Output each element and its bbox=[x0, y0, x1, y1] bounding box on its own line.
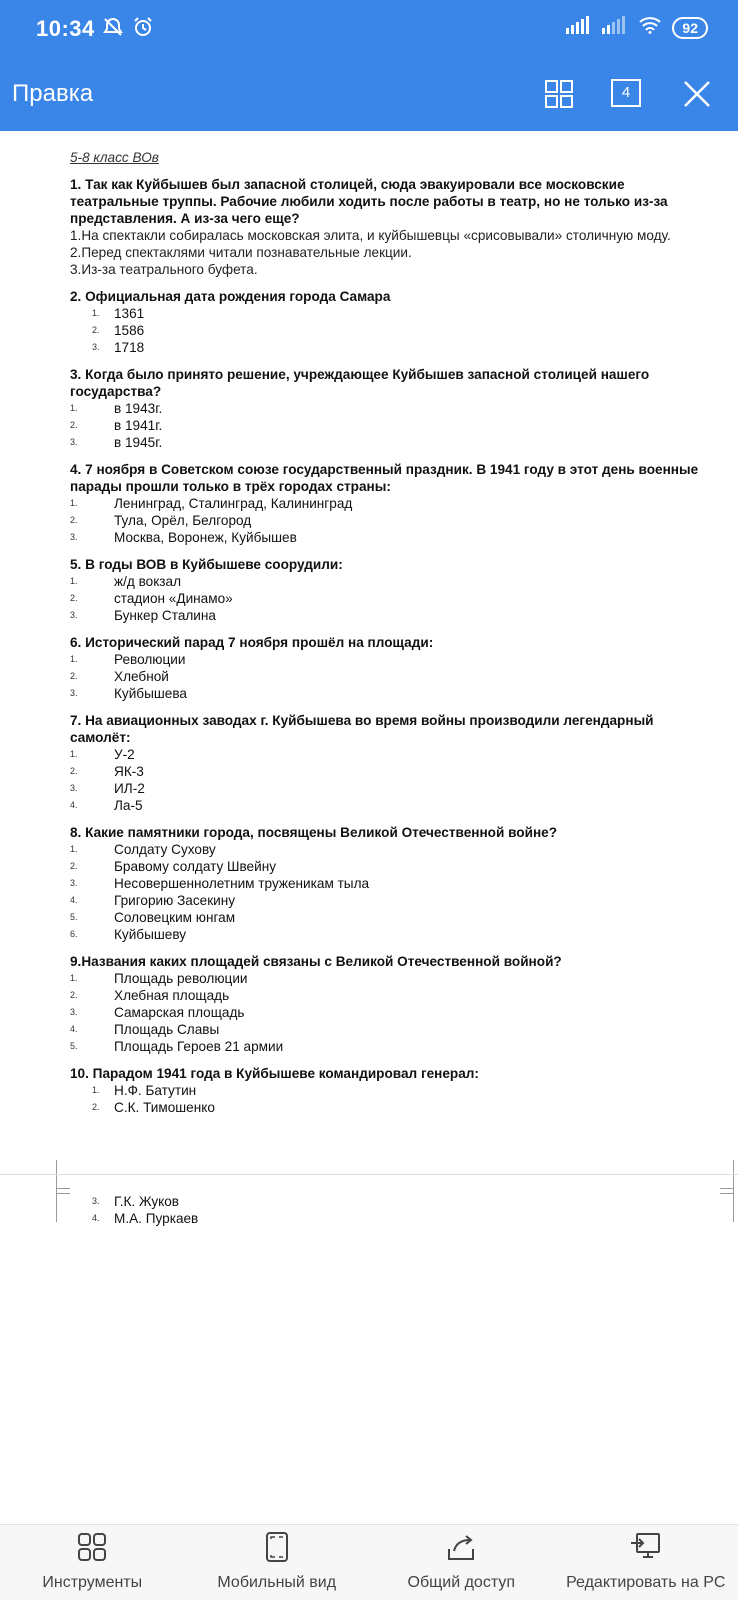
share-icon bbox=[445, 1531, 477, 1568]
question-block bbox=[70, 461, 710, 546]
option-number: 3. bbox=[70, 610, 78, 620]
mobile-view-icon bbox=[261, 1531, 293, 1568]
option-text: Солдату Сухову bbox=[114, 842, 216, 857]
option-number: 1. bbox=[70, 654, 78, 664]
page-corner-right-2 bbox=[720, 1188, 734, 1222]
option-text: Площадь Героев 21 армии bbox=[114, 1039, 284, 1054]
option-text: Площадь революции bbox=[114, 971, 248, 986]
option-text: Площадь Славы bbox=[114, 1022, 220, 1037]
option-text: 1718 bbox=[114, 340, 145, 355]
option-text: в 1945г. bbox=[114, 435, 163, 450]
option-text: Хлебная площадь bbox=[114, 988, 230, 1003]
question-title: 10. Парадом 1941 года в Куйбышеве командировал генерал: bbox=[70, 1066, 479, 1081]
status-icons-right bbox=[566, 16, 708, 39]
question-title: 1. Так как Куйбышев был запасной столицей, сюда эвакуировали все московские театральные труппы. Рабочие любили ходить после работы в театр, но не только из-за представления. А из-за чего еще? bbox=[70, 177, 668, 226]
option-number: 2. bbox=[70, 861, 78, 871]
question-block bbox=[70, 556, 710, 624]
option-number: 1. bbox=[70, 973, 78, 983]
option-number: 3. bbox=[70, 1007, 78, 1017]
option-number: 2. bbox=[92, 325, 100, 335]
option-number: 1. bbox=[70, 844, 78, 854]
question-list bbox=[70, 176, 710, 1116]
answer-note: 1.На спектакли собиралась московская элита, и куйбышевцы «срисовывали» столичную моду. bbox=[70, 228, 671, 243]
option-number: 2. bbox=[70, 593, 78, 603]
option-text: Григорию Засекину bbox=[114, 893, 236, 908]
answer-option bbox=[70, 417, 710, 434]
option-number: 4. bbox=[70, 800, 78, 810]
answer-option bbox=[70, 970, 710, 987]
question-title: 8. Какие памятники города, посвящены Великой Отечественной войне? bbox=[70, 825, 558, 840]
question-block bbox=[70, 953, 710, 1055]
tools-icon bbox=[76, 1531, 108, 1568]
question-block bbox=[70, 634, 710, 702]
option-number: 2. bbox=[70, 671, 78, 681]
answer-option bbox=[70, 746, 710, 763]
question-title: 9.Названия каких площадей связаны с Великой Отечественной войной? bbox=[70, 954, 562, 969]
answer-option bbox=[70, 1021, 710, 1038]
page-corner-left-2 bbox=[56, 1188, 70, 1222]
option-number: 3. bbox=[70, 783, 78, 793]
answer-option bbox=[70, 1210, 710, 1227]
option-text: 1361 bbox=[114, 306, 145, 321]
grid-view-icon[interactable] bbox=[541, 76, 577, 112]
tools-button[interactable] bbox=[0, 1525, 185, 1600]
answer-option bbox=[70, 1004, 710, 1021]
option-number: 2. bbox=[92, 1102, 100, 1112]
answer-option bbox=[70, 1038, 710, 1055]
answer-option bbox=[70, 434, 710, 451]
status-bar bbox=[0, 0, 738, 60]
page-count-button[interactable]: 4 bbox=[611, 79, 641, 107]
option-number: 3. bbox=[70, 688, 78, 698]
question-title: 7. На авиационных заводах г. Куйбышева во время войны производили легендарный самолёт: bbox=[70, 713, 654, 745]
option-text: Г.К. Жуков bbox=[114, 1194, 180, 1209]
alarm-clock-icon bbox=[132, 16, 154, 43]
question-block bbox=[70, 366, 710, 451]
option-number: 1. bbox=[70, 576, 78, 586]
signal-2-icon bbox=[602, 16, 628, 39]
document-page-2 bbox=[70, 1193, 710, 1227]
question-title: 4. 7 ноября в Советском союзе государственный праздник. В 1941 году в этот день военные парады прошли только в трёх городах страны: bbox=[70, 462, 699, 494]
option-number: 5. bbox=[70, 912, 78, 922]
option-number: 1. bbox=[70, 403, 78, 413]
answer-option bbox=[70, 1193, 710, 1210]
option-text: ИЛ-2 bbox=[114, 781, 145, 796]
option-text: 1586 bbox=[114, 323, 145, 338]
answer-option bbox=[70, 797, 710, 814]
top-bar bbox=[0, 0, 738, 131]
option-text: Несовершеннолетним труженикам тыла bbox=[114, 876, 370, 891]
option-text: У-2 bbox=[114, 747, 135, 762]
document-subtitle: 5-8 класс ВОв bbox=[70, 150, 159, 165]
option-number: 2. bbox=[70, 990, 78, 1000]
option-text: Соловецким юнгам bbox=[114, 910, 236, 925]
answer-note: 3.Из-за театрального буфета. bbox=[70, 262, 258, 277]
answer-option bbox=[70, 1082, 710, 1099]
question-block bbox=[70, 288, 710, 356]
option-number: 3. bbox=[92, 1196, 100, 1206]
answer-option bbox=[70, 529, 710, 546]
option-number: 2. bbox=[70, 766, 78, 776]
answer-option bbox=[70, 858, 710, 875]
answer-option bbox=[70, 322, 710, 339]
share-button[interactable] bbox=[369, 1525, 554, 1600]
option-number: 5. bbox=[70, 1041, 78, 1051]
option-number: 3. bbox=[92, 342, 100, 352]
answer-option bbox=[70, 875, 710, 892]
option-number: 1. bbox=[70, 498, 78, 508]
answer-option bbox=[70, 305, 710, 322]
option-text: Москва, Воронеж, Куйбышев bbox=[114, 530, 297, 545]
question-title: 2. Официальная дата рождения города Самара bbox=[70, 289, 391, 304]
question-title: 5. В годы ВОВ в Куйбышеве соорудили: bbox=[70, 557, 343, 572]
answer-option bbox=[70, 1099, 710, 1116]
option-text: в 1941г. bbox=[114, 418, 163, 433]
tools-label: Инструменты bbox=[42, 1574, 143, 1591]
option-text: Куйбышева bbox=[114, 686, 187, 701]
answer-option bbox=[70, 763, 710, 780]
option-number: 4. bbox=[70, 895, 78, 905]
option-text: Бункер Сталина bbox=[114, 608, 216, 623]
answer-option bbox=[70, 400, 710, 417]
bottom-toolbar bbox=[0, 1524, 738, 1600]
option-text: Бравому солдату Швейну bbox=[114, 859, 277, 874]
option-number: 1. bbox=[92, 1085, 100, 1095]
option-text: Ла-5 bbox=[114, 798, 143, 813]
option-number: 2. bbox=[70, 420, 78, 430]
option-number: 2. bbox=[70, 515, 78, 525]
option-text: Н.Ф. Батутин bbox=[114, 1083, 197, 1098]
answer-option bbox=[70, 590, 710, 607]
edit-on-pc-button[interactable] bbox=[554, 1525, 738, 1600]
option-number: 1. bbox=[92, 308, 100, 318]
option-text: стадион «Динамо» bbox=[114, 591, 233, 606]
status-time: 10:34 bbox=[36, 16, 95, 41]
answer-option bbox=[70, 607, 710, 624]
question-block bbox=[70, 712, 710, 814]
answer-option bbox=[70, 685, 710, 702]
question-title: 3. Когда было принято решение, учреждающее Куйбышев запасной столицей нашего государства? bbox=[70, 367, 650, 399]
answer-option bbox=[70, 909, 710, 926]
battery-indicator: 92 bbox=[672, 17, 708, 39]
question-block bbox=[70, 1065, 710, 1116]
question-title: 6. Исторический парад 7 ноября прошёл на площади: bbox=[70, 635, 434, 650]
option-text: М.А. Пуркаев bbox=[114, 1211, 199, 1226]
alarm-off-icon bbox=[102, 16, 124, 43]
close-icon[interactable] bbox=[679, 76, 715, 112]
option-text: Самарская площадь bbox=[114, 1005, 245, 1020]
wifi-icon bbox=[638, 16, 662, 39]
document-page bbox=[70, 149, 710, 1126]
option-number: 1. bbox=[70, 749, 78, 759]
option-number: 4. bbox=[92, 1213, 100, 1223]
option-number: 3. bbox=[70, 878, 78, 888]
option-text: Куйбышеву bbox=[114, 927, 187, 942]
edit-on-pc-label: Редактировать на PC bbox=[566, 1574, 726, 1591]
option-text: С.К. Тимошенко bbox=[114, 1100, 215, 1115]
option-text: Хлебной bbox=[114, 669, 169, 684]
page-divider bbox=[0, 1174, 738, 1175]
answer-option bbox=[70, 841, 710, 858]
answer-option bbox=[70, 651, 710, 668]
answer-option bbox=[70, 780, 710, 797]
answer-option bbox=[70, 987, 710, 1004]
option-text: Тула, Орёл, Белгород bbox=[114, 513, 252, 528]
option-text: в 1943г. bbox=[114, 401, 163, 416]
mobile-view-label: Мобильный вид bbox=[217, 1574, 337, 1591]
signal-icon bbox=[566, 16, 592, 39]
answer-option bbox=[70, 495, 710, 512]
question-block bbox=[70, 824, 710, 943]
option-number: 3. bbox=[70, 532, 78, 542]
edit-on-pc-icon bbox=[629, 1531, 663, 1568]
option-text: Ленинград, Сталинград, Калининград bbox=[114, 496, 353, 511]
option-text: ж/д вокзал bbox=[114, 574, 182, 589]
answer-option bbox=[70, 512, 710, 529]
option-number: 3. bbox=[70, 437, 78, 447]
option-number: 4. bbox=[70, 1024, 78, 1034]
app-bar-title: Правка bbox=[12, 80, 94, 107]
option-text: Революции bbox=[114, 652, 186, 667]
answer-option bbox=[70, 339, 710, 356]
answer-option bbox=[70, 892, 710, 909]
answer-note: 2.Перед спектаклями читали познавательные лекции. bbox=[70, 245, 412, 260]
answer-option bbox=[70, 573, 710, 590]
answer-option bbox=[70, 926, 710, 943]
answer-option bbox=[70, 668, 710, 685]
mobile-view-button[interactable] bbox=[185, 1525, 370, 1600]
status-icons-left bbox=[102, 16, 154, 43]
share-label: Общий доступ bbox=[407, 1574, 515, 1591]
option-text: ЯК-3 bbox=[114, 764, 144, 779]
question-block bbox=[70, 176, 710, 278]
option-number: 6. bbox=[70, 929, 78, 939]
